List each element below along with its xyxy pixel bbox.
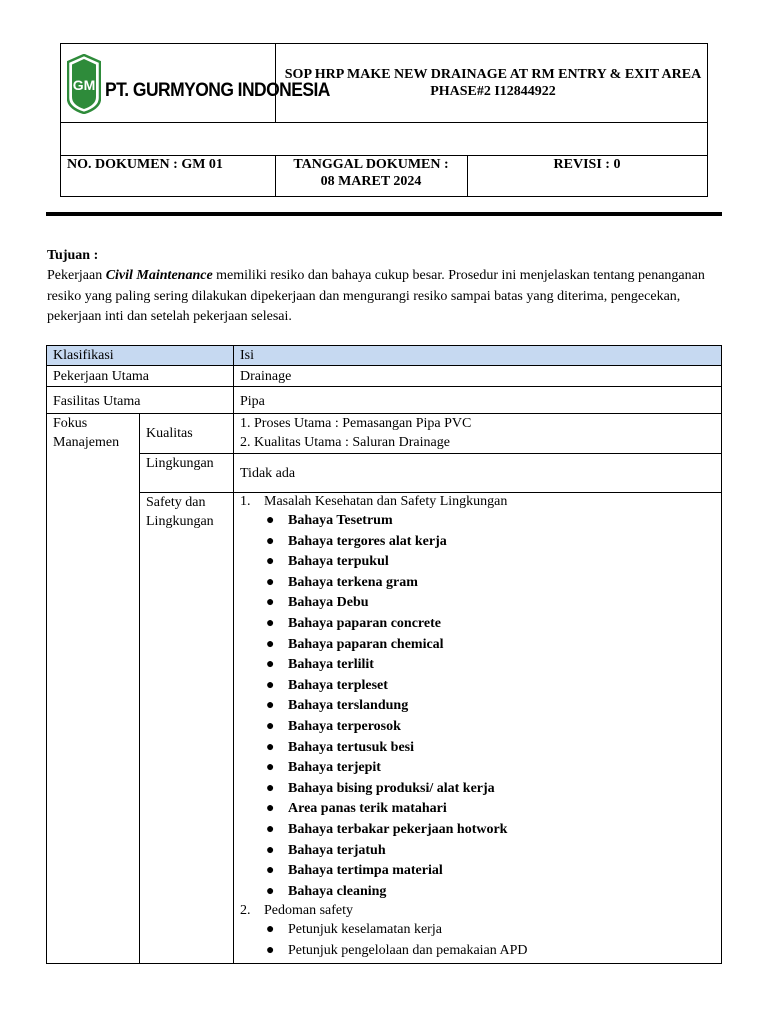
- fasilitas-label: Fasilitas Utama: [47, 387, 234, 414]
- list-item: ● Bahaya terkena gram: [240, 573, 715, 594]
- classification-table: [46, 345, 722, 964]
- bullet-icon: ●: [266, 554, 275, 570]
- kualitas-label: Kualitas: [140, 414, 234, 454]
- bullet-icon: ●: [266, 615, 275, 631]
- bullet-icon: ●: [266, 718, 275, 734]
- safety-section-2: 2. Pedoman safety: [240, 903, 354, 919]
- list-item: ● Bahaya terjepit: [240, 758, 715, 779]
- list-item: ● Petunjuk keselamatan kerja: [240, 920, 715, 941]
- safety-section-1: 1. Masalah Kesehatan dan Safety Lingkungan: [240, 494, 508, 509]
- list-item: ● Bahaya terperosok: [240, 717, 715, 738]
- header-klasifikasi: Klasifikasi: [47, 346, 234, 366]
- table-row: [47, 414, 722, 454]
- list-item: ● Bahaya Tesetrum: [240, 511, 715, 532]
- table-header-row: [47, 346, 722, 366]
- doc-date: TANGGAL DOKUMEN : 08 MARET 2024: [293, 157, 449, 189]
- doc-revision: REVISI : 0: [553, 157, 621, 172]
- lingkungan-label: Lingkungan: [140, 454, 234, 493]
- fokus-label: Fokus Manajemen: [47, 414, 140, 964]
- fasilitas-value: Pipa: [234, 387, 722, 414]
- bullet-icon: ●: [266, 883, 275, 899]
- list-item: ● Bahaya paparan chemical: [240, 635, 715, 656]
- list-item: ● Area panas terik matahari: [240, 799, 715, 820]
- pekerjaan-label: Pekerjaan Utama: [47, 366, 234, 387]
- bullet-icon: ●: [266, 533, 275, 549]
- table-row: [47, 454, 722, 493]
- company-name: PT. GURMYONG INDONESIA: [105, 80, 330, 101]
- pekerjaan-value: Drainage: [234, 366, 722, 387]
- list-item: ● Bahaya Debu: [240, 593, 715, 614]
- list-item: ● Bahaya tergores alat kerja: [240, 532, 715, 553]
- safety-value: [234, 493, 722, 964]
- bullet-icon: ●: [266, 636, 275, 652]
- gm-logo-icon: [67, 54, 101, 114]
- table-row: [47, 387, 722, 414]
- company-logo: [65, 54, 330, 116]
- table-row: [47, 366, 722, 387]
- list-item: ● Bahaya terpleset: [240, 676, 715, 697]
- table-row: [47, 493, 722, 964]
- bullet-icon: ●: [266, 760, 275, 776]
- bullet-icon: ●: [266, 942, 275, 958]
- bullet-icon: ●: [266, 922, 275, 938]
- bullet-icon: ●: [266, 595, 275, 611]
- bullet-icon: ●: [266, 574, 275, 590]
- lingkungan-value: Tidak ada: [234, 454, 722, 493]
- list-item: ● Petunjuk pengelolaan dan pemakaian APD: [240, 941, 715, 962]
- bullet-icon: ●: [266, 513, 275, 528]
- bullet-icon: ●: [266, 677, 275, 693]
- document-header: [60, 43, 708, 197]
- bullet-icon: ●: [266, 698, 275, 714]
- list-item: ● Bahaya paparan concrete: [240, 614, 715, 635]
- doc-number: NO. DOKUMEN : GM 01: [67, 157, 223, 172]
- list-item: ● Bahaya cleaning: [240, 882, 715, 903]
- list-item: ● Bahaya terpukul: [240, 552, 715, 573]
- list-item: ● Bahaya tertimpa material: [240, 861, 715, 882]
- header-isi: Isi: [234, 346, 722, 366]
- section-heading-tujuan: Tujuan :: [47, 248, 99, 263]
- bullet-icon: ●: [266, 863, 275, 879]
- hazard-list: [240, 511, 715, 902]
- list-item: ● Bahaya bising produksi/ alat kerja: [240, 779, 715, 800]
- list-item: ● Bahaya terbakar pekerjaan hotwork: [240, 820, 715, 841]
- document-title: SOP HRP MAKE NEW DRAINAGE AT RM ENTRY & EXIT AREA PHASE#2 I12844922: [284, 67, 702, 99]
- bullet-icon: ●: [266, 739, 275, 755]
- header-divider: [46, 212, 722, 216]
- list-item: ● Bahaya tertusuk besi: [240, 738, 715, 759]
- bullet-icon: ●: [266, 842, 275, 858]
- purpose-paragraph: Pekerjaan Civil Maintenance memiliki resiko dan bahaya cukup besar. Prosedur ini menjelaskan tentang penanganan resiko yang paling sering dilakukan dipekerjaan dan mengurangi resiko sampai batas yang diterima, pengecekan, pekerjaan inti dan setelah pekerjaan selesai.: [47, 268, 705, 324]
- list-item: ● Bahaya terjatuh: [240, 841, 715, 862]
- bullet-icon: ●: [266, 801, 275, 817]
- list-item: ● Bahaya terslandung: [240, 696, 715, 717]
- guideline-list: [240, 920, 715, 963]
- bullet-icon: ●: [266, 821, 275, 837]
- list-item: ● Bahaya terlilit: [240, 655, 715, 676]
- bullet-icon: ●: [266, 780, 275, 796]
- svg-text:GM: GM: [72, 77, 96, 93]
- kualitas-value: 1. Proses Utama : Pemasangan Pipa PVC 2. Kualitas Utama : Saluran Drainage: [234, 414, 722, 454]
- safety-label: Safety dan Lingkungan: [140, 493, 234, 964]
- bullet-icon: ●: [266, 657, 275, 673]
